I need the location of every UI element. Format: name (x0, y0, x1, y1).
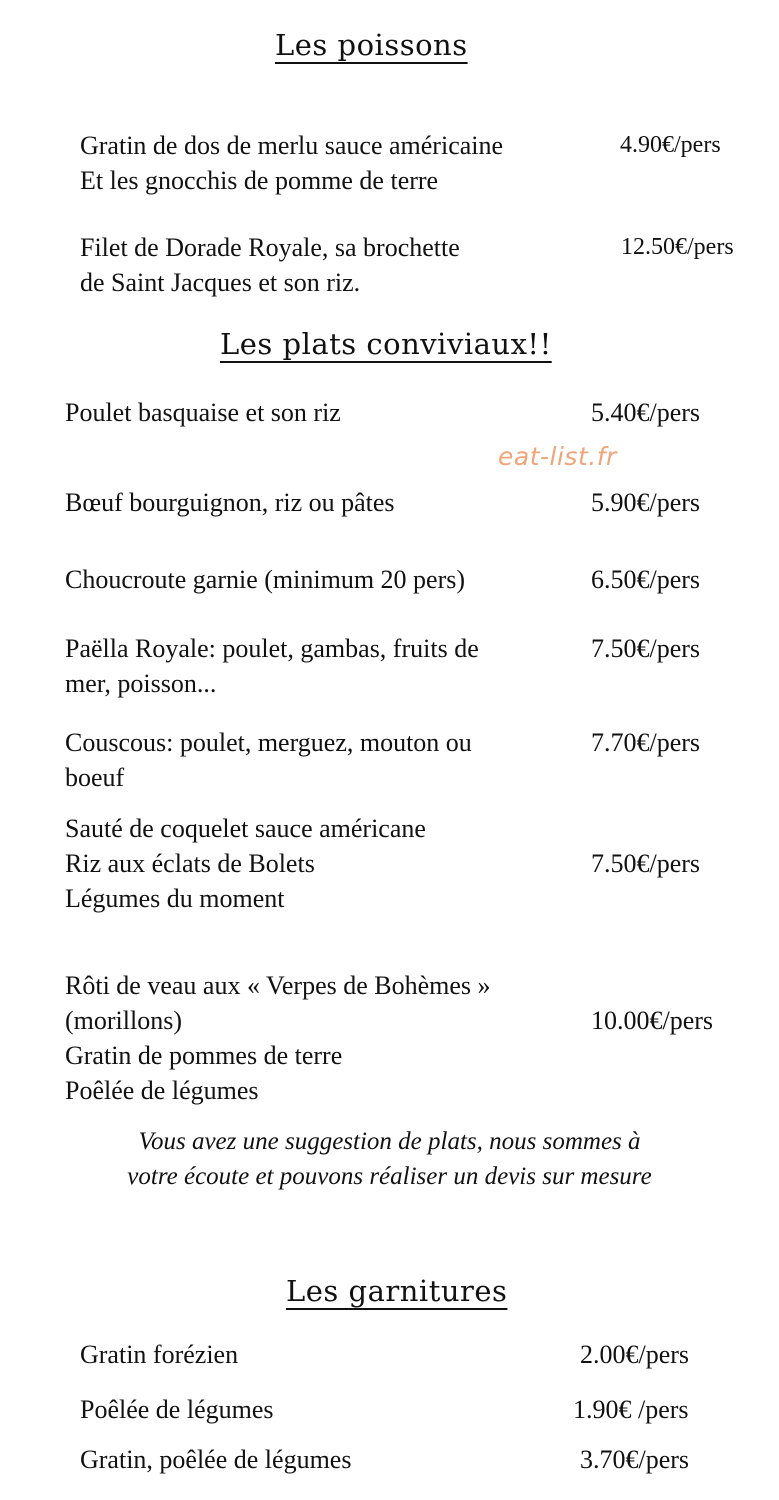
dish-line: Et les gnocchis de pomme de terre (80, 166, 439, 195)
dish-line: Sauté de coquelet sauce américane (65, 814, 426, 843)
dish-line: mer, poisson... (65, 669, 217, 698)
dish-line: Couscous: poulet, merguez, mouton ou (65, 728, 472, 757)
dish-price: 6.50€/pers (591, 565, 701, 594)
dish-item (65, 811, 426, 916)
dish-line: Gratin de dos de merlu sauce américaine (80, 131, 504, 160)
dish-item (65, 395, 341, 430)
dish-line: Riz aux éclats de Bolets (65, 849, 315, 878)
dish-line: Gratin de pommes de terre (65, 1041, 343, 1070)
dish-item (65, 725, 472, 795)
dish-line: Gratin forézien (80, 1340, 239, 1369)
dish-price: 7.50€/pers (591, 849, 701, 878)
dish-price: 7.50€/pers (591, 634, 701, 663)
note-line: Vous avez une suggestion de plats, nous sommes à (138, 1128, 641, 1155)
dish-item (65, 631, 479, 701)
section-title-garnitures: Les garnitures (286, 1274, 508, 1308)
dish-price: 5.40€/pers (591, 398, 701, 427)
dish-item (65, 485, 395, 520)
dish-item (80, 230, 460, 300)
dish-line: Filet de Dorade Royale, sa brochette (80, 233, 460, 262)
dish-item (80, 128, 503, 198)
dish-price: 12.50€/pers (621, 234, 734, 260)
dish-line: Bœuf bourguignon, riz ou pâtes (65, 488, 395, 517)
dish-line: Poêlée de légumes (65, 1076, 259, 1105)
dish-item (65, 562, 465, 597)
suggestion-note (0, 1124, 779, 1194)
dish-line: Poêlée de légumes (80, 1395, 274, 1424)
dish-line: Gratin, poêlée de légumes (80, 1445, 352, 1474)
dish-item (80, 1392, 274, 1427)
dish-line: Poulet basquaise et son riz (65, 398, 341, 427)
dish-item (80, 1337, 238, 1372)
dish-line: Choucroute garnie (minimum 20 pers) (65, 565, 466, 594)
dish-line: Rôti de veau aux « Verpes de Bohèmes » (65, 971, 491, 1000)
note-line: votre écoute et pouvons réaliser un devis sur mesure (127, 1163, 652, 1190)
dish-line: Légumes du moment (65, 884, 285, 913)
dish-price: 4.90€/pers (620, 132, 721, 158)
dish-line: (morillons) (65, 1006, 182, 1035)
section-title-conviviaux: Les plats conviviaux!! (220, 327, 552, 361)
dish-price: 5.90€/pers (591, 488, 701, 517)
dish-price: 7.70€/pers (591, 728, 701, 757)
dish-item (65, 968, 491, 1108)
dish-price: 10.00€/pers (591, 1006, 714, 1035)
dish-item (80, 1442, 351, 1477)
dish-line: boeuf (65, 763, 125, 792)
watermark: eat-list.fr (498, 442, 617, 471)
section-title-poissons: Les poissons (275, 28, 468, 62)
dish-price: 1.90€ /pers (573, 1395, 689, 1424)
dish-line: de Saint Jacques et son riz. (80, 268, 361, 297)
dish-price: 2.00€/pers (580, 1340, 690, 1369)
dish-line: Paëlla Royale: poulet, gambas, fruits de (65, 634, 479, 663)
dish-price: 3.70€/pers (580, 1445, 690, 1474)
